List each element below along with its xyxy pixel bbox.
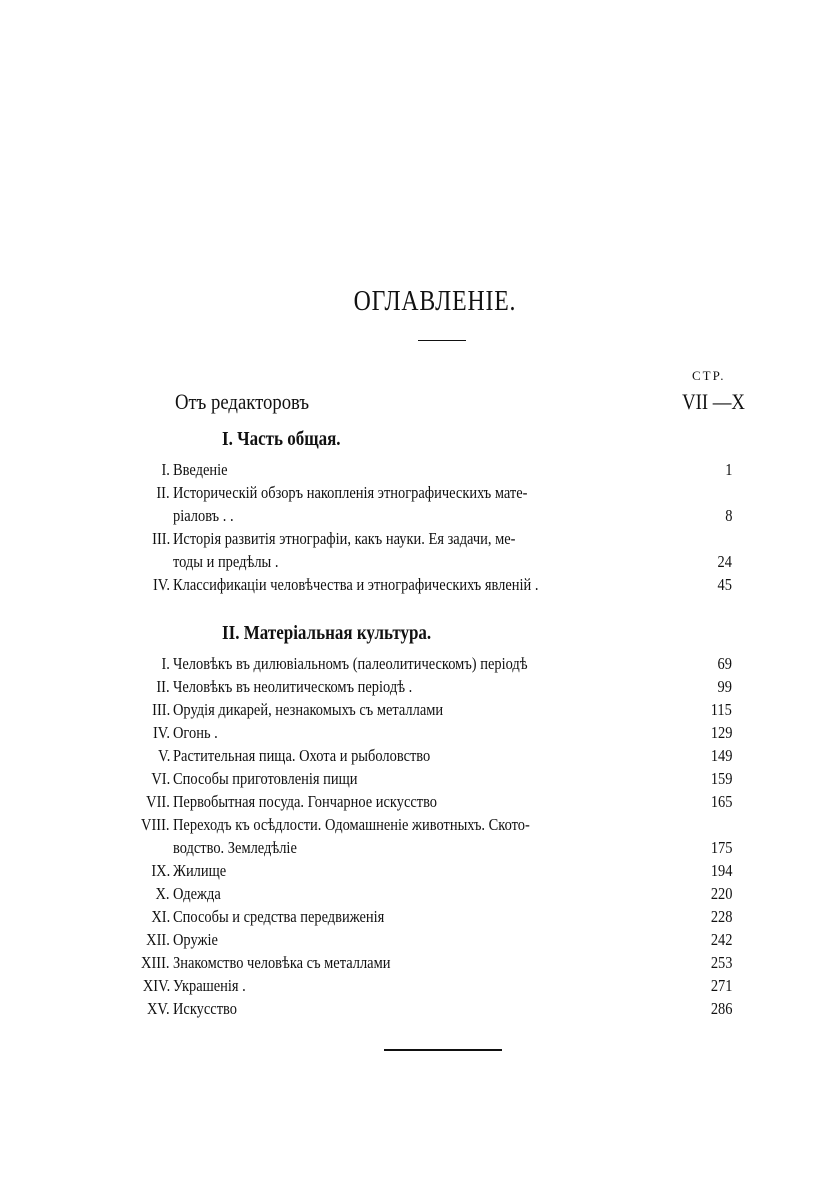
entry-number: VI. — [151, 769, 170, 788]
toc-entry — [0, 769, 840, 792]
entry-title: Человѣкъ въ дилювіальномъ (палеолитическомъ) періодѣ — [173, 654, 528, 673]
entry-title: Огонь . — [173, 723, 218, 742]
preface-text: Отъ редакторовъ — [175, 389, 310, 414]
entry-number: VIII. — [141, 815, 170, 834]
toc-entry-line — [0, 838, 840, 861]
entry-number: X. — [155, 884, 170, 903]
toc-entry-line — [0, 907, 840, 930]
end-divider — [384, 1049, 502, 1051]
toc-entry — [0, 460, 840, 483]
entry-title: Введеніе — [173, 460, 228, 479]
entry-title: Украшенія . — [173, 976, 246, 995]
toc-entry-line — [0, 815, 840, 838]
entry-page-number: 115 — [710, 700, 732, 719]
toc-entry-line — [0, 506, 840, 529]
entry-page-number: 8 — [724, 506, 732, 525]
toc-entry — [0, 700, 840, 723]
toc-entry — [0, 815, 840, 861]
entry-page-number: 99 — [717, 677, 732, 696]
toc-entry-line — [0, 677, 840, 700]
entry-page-number: 1 — [724, 460, 732, 479]
entry-number: XI. — [151, 907, 170, 926]
entry-page-number: 129 — [710, 723, 732, 742]
toc-entry-line — [0, 953, 840, 976]
entry-title: Способы приготовленія пищи — [173, 769, 358, 788]
entry-number: IV. — [153, 575, 170, 594]
entry-number: XIV. — [142, 976, 170, 995]
entry-number: XIII. — [141, 953, 170, 972]
entry-page-number: 228 — [710, 907, 732, 926]
part-1-entries — [0, 460, 840, 598]
toc-entry-line — [0, 930, 840, 953]
entry-number: II. — [156, 483, 170, 502]
toc-entry — [0, 677, 840, 700]
toc-entry-line — [0, 746, 840, 769]
entry-title: Исторія развитія этнографіи, какъ науки. Ея задачи, ме- — [173, 529, 516, 548]
entry-number: IV. — [153, 723, 170, 742]
entry-page-number: 149 — [710, 746, 732, 765]
toc-entry-line — [0, 884, 840, 907]
entry-number: I. — [161, 460, 170, 479]
entry-page-number: 69 — [717, 654, 732, 673]
part-2-entries — [0, 654, 840, 1022]
entry-number: IX. — [151, 861, 170, 880]
preface-entry — [175, 389, 745, 419]
toc-entry — [0, 723, 840, 746]
entry-number: III. — [151, 529, 170, 548]
toc-entry-line — [0, 575, 840, 598]
entry-number: XII. — [146, 930, 170, 949]
toc-entry — [0, 999, 840, 1022]
toc-entry-line — [0, 976, 840, 999]
toc-entry — [0, 884, 840, 907]
entry-title: водство. Земледѣліе — [173, 838, 297, 857]
toc-entry-line — [0, 700, 840, 723]
preface-page: VII —Х — [682, 389, 745, 414]
toc-entry-line — [0, 861, 840, 884]
entry-title: Искусство — [173, 999, 237, 1018]
entry-page-number: 271 — [710, 976, 732, 995]
entry-title: Жилище — [173, 861, 227, 880]
entry-page-number: 165 — [710, 792, 732, 811]
entry-title: Классификаціи человѣчества и этнографическихъ явленій . — [173, 575, 539, 594]
part-heading-2: II. Матеріальная культура. — [222, 622, 432, 644]
entry-number: VII. — [146, 792, 170, 811]
entry-title: Одежда — [173, 884, 221, 903]
toc-entry — [0, 654, 840, 677]
toc-entry-line — [0, 769, 840, 792]
entry-title: Знакомство человѣка съ металлами — [173, 953, 391, 972]
entry-title: Первобытная посуда. Гончарное искусство — [173, 792, 438, 811]
entry-page-number: 220 — [710, 884, 732, 903]
entry-page-number: 286 — [710, 999, 732, 1018]
part-heading-1: I. Часть общая. — [222, 428, 341, 450]
entry-number: II. — [156, 677, 170, 696]
entry-title: Оружіе — [173, 930, 218, 949]
entry-number: III. — [151, 700, 170, 719]
toc-entry — [0, 575, 840, 598]
toc-entry-line — [0, 460, 840, 483]
entry-page-number: 253 — [710, 953, 732, 972]
entry-page-number: 242 — [710, 930, 732, 949]
toc-entry — [0, 746, 840, 769]
title-divider — [418, 340, 466, 341]
toc-entry — [0, 529, 840, 575]
toc-entry-line — [0, 723, 840, 746]
toc-entry — [0, 792, 840, 815]
entry-title: Орудія дикарей, незнакомыхъ съ металлами — [173, 700, 444, 719]
entry-title: Историческій обзоръ накопленія этнографическихъ мате- — [173, 483, 528, 502]
entry-page-number: 24 — [717, 552, 732, 571]
toc-entry — [0, 861, 840, 884]
entry-number: I. — [161, 654, 170, 673]
entry-title: Переходъ къ осѣдлости. Одомашненіе животныхъ. Ското- — [173, 815, 530, 834]
toc-entry — [0, 483, 840, 529]
entry-title: Растительная пища. Охота и рыболовство — [173, 746, 431, 765]
toc-entry — [0, 976, 840, 999]
toc-entry-line — [0, 792, 840, 815]
toc-entry-line — [0, 654, 840, 677]
entry-page-number: 45 — [717, 575, 732, 594]
entry-title: Способы и средства передвиженія — [173, 907, 385, 926]
entry-page-number: 175 — [710, 838, 732, 857]
entry-title: ріаловъ . . — [173, 506, 234, 525]
entry-title: тоды и предѣлы . — [173, 552, 279, 571]
toc-entry — [0, 907, 840, 930]
entry-page-number: 159 — [710, 769, 732, 788]
entry-number: V. — [157, 746, 170, 765]
toc-entry-line — [0, 999, 840, 1022]
toc-entry-line — [0, 529, 840, 552]
page-column-label: СТР. — [692, 368, 726, 383]
page-title: ОГЛАВЛЕНІЕ. — [353, 285, 517, 317]
toc-entry — [0, 953, 840, 976]
toc-entry — [0, 930, 840, 953]
entry-title: Человѣкъ въ неолитическомъ періодѣ . — [173, 677, 413, 696]
toc-entry-line — [0, 552, 840, 575]
entry-number: XV. — [147, 999, 170, 1018]
toc-entry-line — [0, 483, 840, 506]
entry-page-number: 194 — [710, 861, 732, 880]
